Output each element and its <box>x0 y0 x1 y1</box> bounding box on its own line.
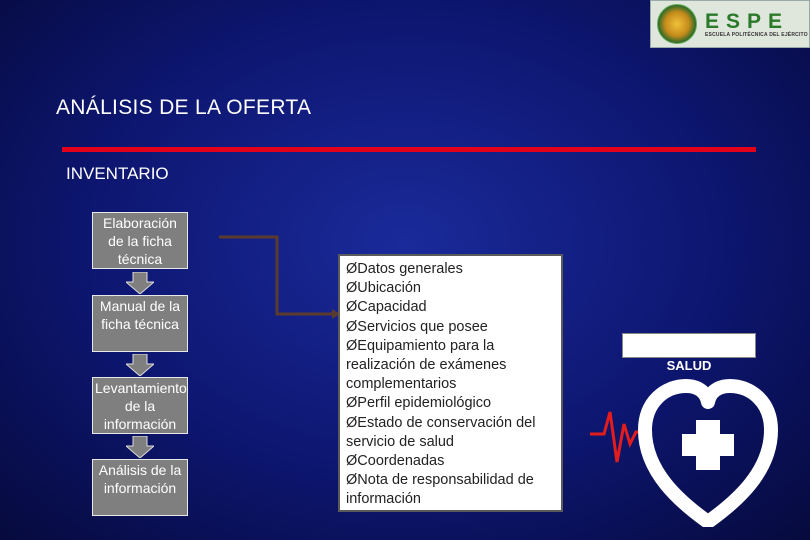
list-item: ØEquipamiento para la realización de exámenes complementarios <box>346 337 507 393</box>
medical-cross-icon <box>682 420 734 470</box>
list-item: ØUbicación <box>346 280 421 297</box>
list-item: ØEstado de conservación del servicio de salud <box>346 414 536 450</box>
health-heart-icon <box>590 372 790 527</box>
list-item: ØServicios que posee <box>346 318 488 335</box>
logo-subtitle: ESCUELA POLITÉCNICA DEL EJÉRCITO <box>705 31 808 38</box>
step-levantamiento: Levantamiento de la información <box>92 377 188 434</box>
badge-label: SERVICIOS DE SALUD <box>642 338 736 373</box>
list-item: ØDatos generales <box>346 261 463 277</box>
logo-name: ESPE <box>705 9 790 33</box>
slide-title: ANÁLISIS DE LA OFERTA <box>56 96 312 119</box>
section-subtitle: INVENTARIO <box>66 164 169 183</box>
step-manual: Manual de la ficha técnica <box>92 295 188 352</box>
detail-list <box>338 254 563 512</box>
step-elaboracion: Elaboración de la ficha técnica <box>92 212 188 269</box>
list-item: ØCapacidad <box>346 299 427 316</box>
step-analisis: Análisis de la información <box>92 459 188 516</box>
list-item: ØNota de responsabilidad de información <box>346 472 534 508</box>
list-item: ØCoordenadas <box>346 453 445 470</box>
list-item: ØPerfil epidemiológico <box>346 395 492 412</box>
